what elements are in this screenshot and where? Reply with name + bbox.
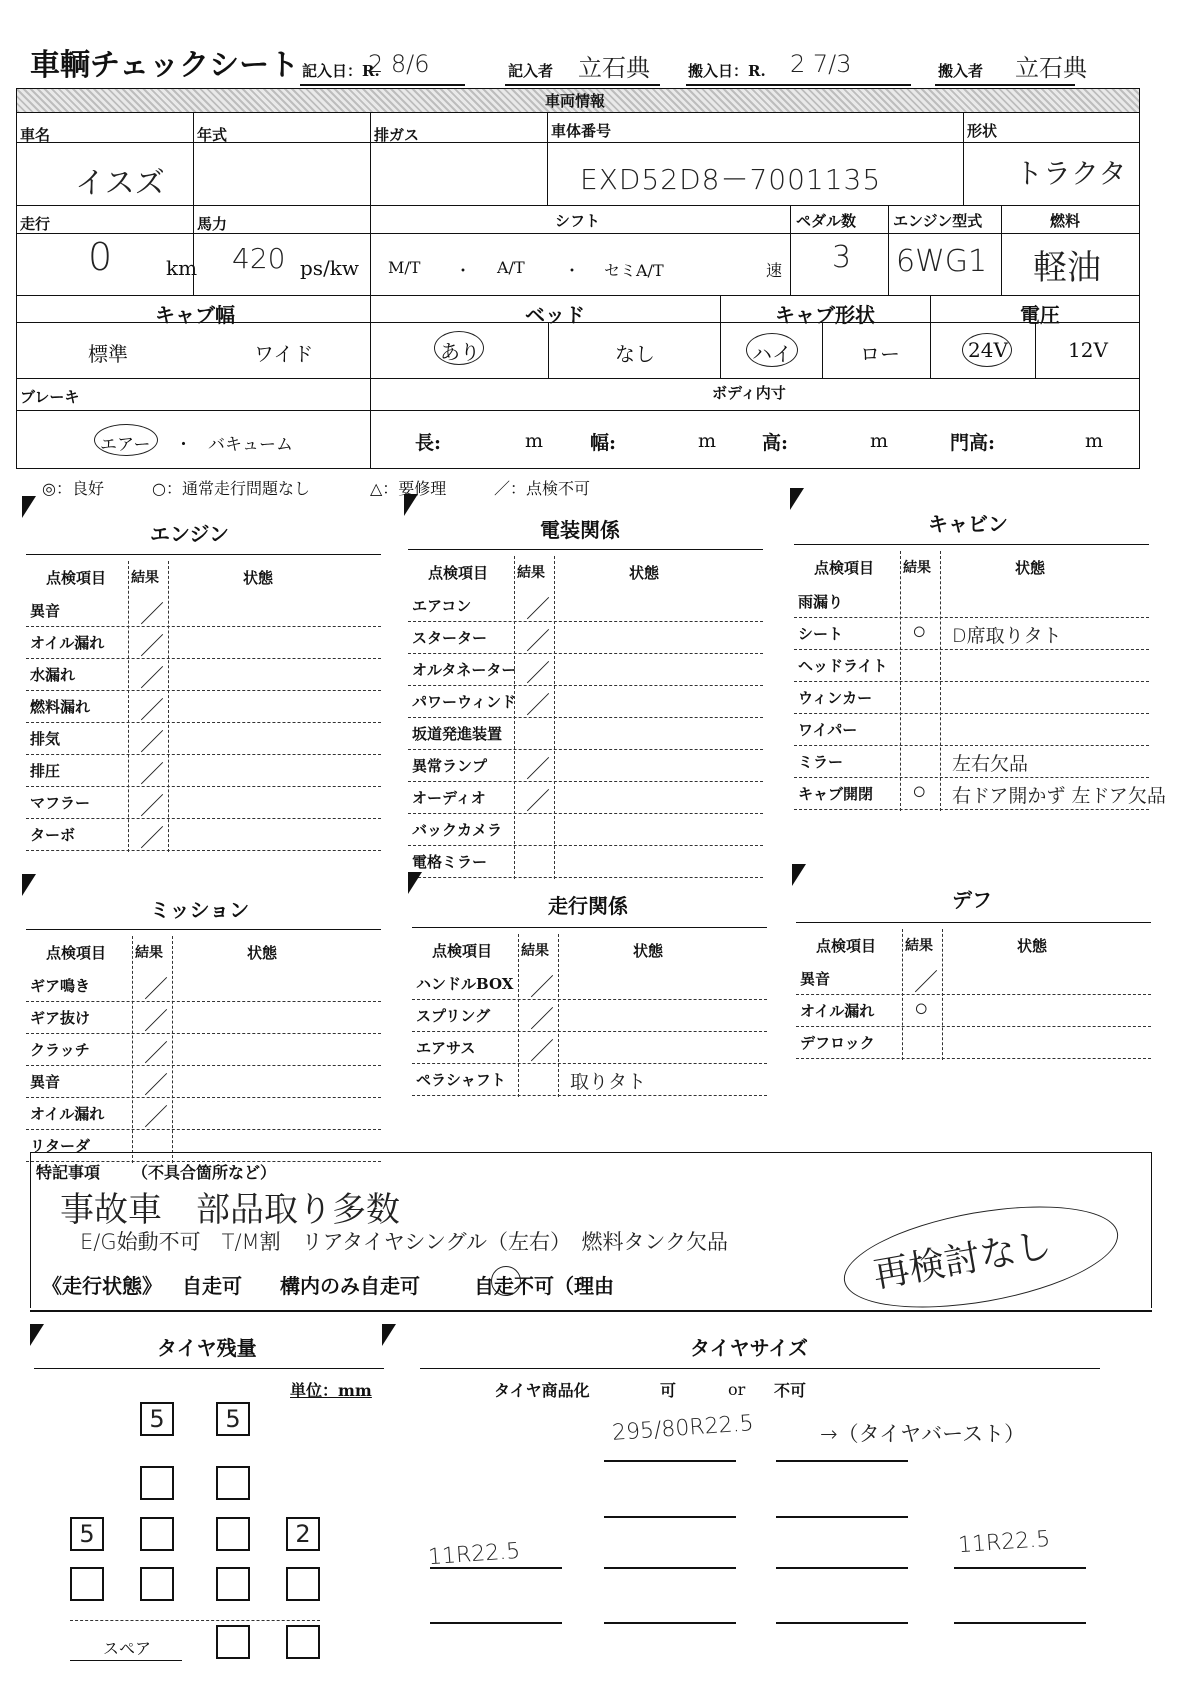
brake-label: ブレーキ <box>20 388 80 406</box>
tire-r3-inner-left <box>140 1517 174 1551</box>
shift-option-semi-at: セミA/T <box>604 261 664 280</box>
electrical-row-rule-6 <box>408 813 763 814</box>
electrical-row-rule-2 <box>408 685 763 686</box>
running-marker-icon <box>408 872 422 894</box>
mission-item-0: ギア鳴き <box>30 977 91 995</box>
legend-uninspectable: ／：点検不可 <box>494 479 591 498</box>
engine-row-rule-6 <box>26 818 381 819</box>
tire-r3-outer-left: 5 <box>70 1517 104 1551</box>
tire-size-marker-icon <box>382 1324 396 1346</box>
diff-header-item: 点検項目 <box>816 937 877 955</box>
fuel-label: 燃料 <box>1050 212 1081 230</box>
running-row-rule-1 <box>412 1031 767 1032</box>
voltage-label: 電圧 <box>1020 303 1060 327</box>
engine-col-rule-1 <box>128 561 129 852</box>
tire-size-rear-left: 11R22.5 <box>427 1538 522 1571</box>
running-item-1: スプリング <box>416 1007 491 1025</box>
mission-header-state: 状態 <box>247 944 278 962</box>
engine-row-rule-2 <box>26 690 381 691</box>
running-item-3: ペラシャフト <box>416 1071 506 1089</box>
diff-item-0: 異音 <box>800 970 831 988</box>
remarks-stamp: 再検討なし <box>870 1224 1055 1297</box>
diff-row-rule-0 <box>796 994 1151 995</box>
entry-date-value: 2 8/6 <box>368 50 430 78</box>
shift-option-at: A/T <box>497 258 525 277</box>
body-height-label: 高: <box>762 432 789 454</box>
running-state-3: 取りタト <box>570 1071 647 1093</box>
diff-title: デフ <box>952 888 992 912</box>
entered-by-label: 記入者 <box>508 62 554 80</box>
cabin-header-result: 結果 <box>903 560 931 576</box>
running-row-rule-0 <box>412 999 767 1000</box>
tire-r3-outer-right: 2 <box>286 1517 320 1551</box>
cab-shape-high-circle <box>746 333 798 367</box>
running-status-no-circle <box>491 1266 521 1296</box>
mileage-value: 0 <box>88 235 113 279</box>
mission-row-rule-3 <box>26 1097 381 1098</box>
engine-row-rule-3 <box>26 722 381 723</box>
electrical-item-7: バックカメラ <box>412 821 503 839</box>
engine-result-5: ／ <box>140 760 164 788</box>
running-title-rule <box>412 927 767 928</box>
bed-yes: あり <box>440 340 480 364</box>
bed-yes-circle <box>434 331 484 365</box>
tire-commercial-label: タイヤ商品化 <box>494 1381 590 1400</box>
brake-vacuum: バキューム <box>208 435 293 455</box>
cabin-state-1: D席取りタト <box>952 625 1062 647</box>
electrical-item-6: オーディオ <box>412 789 486 807</box>
electrical-result-2: ／ <box>526 659 550 687</box>
cabin-item-3: ウィンカー <box>798 689 873 707</box>
carried-by-value: 立石典 <box>1015 54 1087 82</box>
electrical-header-item: 点検項目 <box>428 564 489 582</box>
body-inner-label: ボディ内寸 <box>712 384 786 402</box>
electrical-item-2: オルタネーター <box>412 661 517 679</box>
electrical-row-rule-1 <box>408 653 763 654</box>
diff-result-0: ／ <box>914 968 938 996</box>
engine-row-rule-5 <box>26 786 381 787</box>
engine-title: エンジン <box>150 522 229 546</box>
cab-width-wide: ワイド <box>254 342 314 366</box>
engine-header-item: 点検項目 <box>46 569 107 587</box>
tire-r1-right: 5 <box>216 1402 250 1436</box>
engine-marker-icon <box>22 496 36 518</box>
cabin-title-rule <box>794 544 1149 545</box>
electrical-item-5: 異常ランプ <box>412 757 488 775</box>
pedals-label: ペダル数 <box>796 212 857 230</box>
running-col-rule-2 <box>558 934 559 1097</box>
cabin-item-2: ヘッドライト <box>798 657 888 675</box>
electrical-result-0: ／ <box>526 595 550 623</box>
mission-result-4: ／ <box>144 1103 168 1131</box>
voltage-12v: 12V <box>1068 338 1108 362</box>
running-status-self: 自走可 <box>182 1274 242 1298</box>
running-item-0: ハンドルBOX <box>416 975 514 993</box>
mission-result-0: ／ <box>144 975 168 1003</box>
cabin-row-rule-3 <box>794 713 1149 714</box>
carried-by-underline <box>935 84 1075 86</box>
engine-result-7: ／ <box>140 824 164 852</box>
mileage-label: 走行 <box>20 215 51 233</box>
running-header-result: 結果 <box>521 943 549 959</box>
legend-ok: ○：通常走行問題なし <box>152 479 310 498</box>
year-label: 年式 <box>197 126 228 144</box>
mission-row-rule-0 <box>26 1001 381 1002</box>
mission-result-2: ／ <box>144 1039 168 1067</box>
tire-commercial-ng: 不可 <box>774 1381 807 1400</box>
tire-r4-inner-left <box>140 1567 174 1601</box>
electrical-item-1: スターター <box>412 629 488 647</box>
electrical-result-6: ／ <box>526 787 550 815</box>
engine-row-rule-0 <box>26 626 381 627</box>
spare-label: スペア <box>103 1639 152 1658</box>
voltage-24v: 24V <box>968 338 1008 362</box>
vehicle-info-title: 車両情報 <box>545 92 606 110</box>
running-result-0: ／ <box>530 973 554 1001</box>
page-title: 車輌チェックシート <box>30 48 300 83</box>
mission-item-5: リターダ <box>30 1137 91 1155</box>
cabin-row-rule-2 <box>794 681 1149 682</box>
cabin-item-4: ワイパー <box>798 721 858 739</box>
electrical-row-rule-3 <box>408 717 763 718</box>
chassis-label: 車体番号 <box>551 122 612 140</box>
diff-title-rule <box>796 922 1151 923</box>
cabin-item-5: ミラー <box>798 753 844 771</box>
cab-shape-label: キャブ形状 <box>775 303 875 327</box>
electrical-item-0: エアコン <box>412 597 472 615</box>
tire-size-rear-right: 11R22.5 <box>957 1526 1052 1559</box>
engine-row-rule-1 <box>26 658 381 659</box>
engine-item-4: 排気 <box>30 730 61 748</box>
mission-result-3: ／ <box>144 1071 168 1099</box>
engine-item-3: 燃料漏れ <box>30 698 91 716</box>
diff-row-rule-2 <box>796 1058 1151 1059</box>
running-header-state: 状態 <box>633 942 664 960</box>
mission-marker-icon <box>22 874 36 896</box>
engine-model-value: 6WG1 <box>896 244 988 279</box>
cabin-row-rule-6 <box>794 809 1149 810</box>
cab-width-standard: 標準 <box>88 342 128 366</box>
running-status-no: 自走不可（理由 <box>474 1274 614 1298</box>
electrical-row-rule-5 <box>408 781 763 782</box>
tire-spare-right <box>286 1625 320 1659</box>
remarks-label-note: （不具合箇所など） <box>132 1163 277 1182</box>
cabin-item-6: キャブ開閉 <box>798 785 874 803</box>
legend-good: ◎：良好 <box>42 479 104 498</box>
cabin-item-0: 雨漏り <box>798 593 844 611</box>
engine-row-rule-4 <box>26 754 381 755</box>
engine-result-6: ／ <box>140 792 164 820</box>
mission-title-rule <box>26 929 381 930</box>
mission-title: ミッション <box>150 898 250 922</box>
cabin-row-rule-4 <box>794 745 1149 746</box>
body-width-label: 幅: <box>590 432 617 454</box>
running-header-item: 点検項目 <box>432 942 493 960</box>
entry-date-underline <box>300 84 465 86</box>
tire-r2-right <box>216 1466 250 1500</box>
legend-repair: △：要修理 <box>370 479 447 498</box>
body-gate-height-label: 門高: <box>950 432 996 454</box>
voltage-24v-circle <box>962 333 1012 367</box>
mission-row-rule-4 <box>26 1129 381 1130</box>
cab-shape-high: ハイ <box>752 342 792 366</box>
pedals-value: 3 <box>832 240 852 275</box>
running-row-rule-3 <box>412 1095 767 1096</box>
running-result-1: ／ <box>530 1005 554 1033</box>
engine-item-5: 排圧 <box>30 762 61 780</box>
electrical-item-3: パワーウィンド <box>412 693 517 711</box>
tire-size-front: 295/80R22.5 <box>611 1411 755 1446</box>
tire-spare-left <box>216 1625 250 1659</box>
carry-in-date-underline <box>686 84 911 86</box>
tire-remaining-unit: 単位：mm <box>290 1381 372 1400</box>
engine-col-rule-2 <box>168 561 169 852</box>
tire-r1-left: 5 <box>140 1402 174 1436</box>
tire-r4-inner-right <box>216 1567 250 1601</box>
electrical-title-rule <box>408 549 763 550</box>
body-width-unit: m <box>698 430 717 452</box>
brake-air: エアー <box>100 435 151 455</box>
cabin-state-5: 左右欠品 <box>952 753 1029 775</box>
carry-in-date-label: 搬入日：R. <box>688 62 766 80</box>
mission-row-rule-1 <box>26 1033 381 1034</box>
electrical-row-rule-8 <box>408 877 763 878</box>
remarks-label: 特記事項 <box>36 1163 101 1182</box>
diff-item-1: オイル漏れ <box>800 1002 875 1020</box>
cab-width-label: キャブ幅 <box>155 303 235 327</box>
speed-label: 速 <box>766 261 783 280</box>
running-title: 走行関係 <box>548 894 628 918</box>
horsepower-unit: ps/kw <box>300 256 360 280</box>
electrical-header-state: 状態 <box>629 564 660 582</box>
tire-r2-left <box>140 1466 174 1500</box>
engine-result-2: ／ <box>140 664 164 692</box>
cabin-row-rule-1 <box>794 649 1149 650</box>
mission-item-1: ギア抜け <box>30 1009 91 1027</box>
body-length-label: 長: <box>415 432 442 454</box>
electrical-header-result: 結果 <box>517 565 545 581</box>
diff-header-result: 結果 <box>905 938 933 954</box>
engine-result-0: ／ <box>140 600 164 628</box>
running-status-label: 《走行状態》 <box>42 1274 162 1298</box>
entered-by-underline <box>505 84 660 86</box>
entered-by-value: 立石典 <box>578 54 650 82</box>
engine-header-state: 状態 <box>243 569 274 587</box>
cabin-marker-icon <box>790 488 804 510</box>
running-status-yard: 構内のみ自走可 <box>280 1274 420 1298</box>
mission-item-3: 異音 <box>30 1073 61 1091</box>
cab-shape-low: ロー <box>860 342 900 366</box>
shift-sep-2: ・ <box>564 261 581 280</box>
engine-result-3: ／ <box>140 696 164 724</box>
cabin-header-item: 点検項目 <box>814 559 875 577</box>
mission-row-rule-2 <box>26 1065 381 1066</box>
fuel-value: 軽油 <box>1033 248 1101 288</box>
body-height-unit: m <box>870 430 889 452</box>
tire-remaining-marker-icon <box>30 1324 44 1346</box>
chassis-value: EXD52D8－7001135 <box>580 163 882 196</box>
electrical-row-rule-0 <box>408 621 763 622</box>
carried-by-label: 搬入者 <box>938 62 984 80</box>
engine-item-0: 異音 <box>30 602 61 620</box>
engine-item-6: マフラー <box>30 794 91 812</box>
carry-in-date-value: 2 7/3 <box>790 50 852 78</box>
running-result-2: ／ <box>530 1037 554 1065</box>
entry-date-label: 記入日：R. <box>302 62 380 80</box>
diff-header-state: 状態 <box>1017 937 1048 955</box>
electrical-row-rule-7 <box>408 845 763 846</box>
tire-size-front-note: →（タイヤバースト） <box>820 1422 1026 1446</box>
engine-result-1: ／ <box>140 632 164 660</box>
tire-commercial-or: or <box>728 1380 746 1399</box>
shape-value: トラクタ <box>1015 157 1127 190</box>
bed-label: ベッド <box>525 303 585 327</box>
running-row-rule-2 <box>412 1063 767 1064</box>
brake-sep: ・ <box>175 435 192 455</box>
horsepower-label: 馬力 <box>197 215 228 233</box>
running-col-rule-1 <box>518 934 519 1097</box>
diff-item-2: デフロック <box>800 1034 875 1052</box>
cabin-result-6: ○ <box>912 777 927 805</box>
electrical-marker-icon <box>404 494 418 516</box>
cabin-row-rule-0 <box>794 617 1149 618</box>
cabin-row-rule-5 <box>794 777 1149 778</box>
horsepower-value: 420 <box>232 242 286 275</box>
diff-marker-icon <box>792 864 806 886</box>
cabin-state-6: 右ドア開かず 左ドア欠品 <box>952 785 1166 807</box>
electrical-item-4: 坂道発進装置 <box>412 725 503 743</box>
body-gate-height-unit: m <box>1085 430 1104 452</box>
tire-r3-inner-right <box>216 1517 250 1551</box>
engine-item-7: ターボ <box>30 826 76 844</box>
mission-result-1: ／ <box>144 1007 168 1035</box>
body-length-unit: m <box>525 430 544 452</box>
mission-item-4: オイル漏れ <box>30 1105 105 1123</box>
shape-label: 形状 <box>967 122 998 140</box>
tire-r4-outer-left <box>70 1567 104 1601</box>
remarks-line-1: 事故車 部品取り多数 <box>60 1190 400 1230</box>
brake-air-circle <box>94 424 158 456</box>
engine-item-2: 水漏れ <box>30 666 76 684</box>
electrical-result-1: ／ <box>526 627 550 655</box>
shift-sep-1: ・ <box>455 261 472 280</box>
mileage-unit: km <box>166 256 198 280</box>
engine-result-4: ／ <box>140 728 164 756</box>
tire-commercial-ok: 可 <box>660 1381 677 1400</box>
bed-no: なし <box>615 342 655 366</box>
make-value: イスズ <box>75 166 165 201</box>
tire-size-title: タイヤサイズ <box>690 1336 808 1360</box>
make-label: 車名 <box>20 126 51 144</box>
engine-row-rule-7 <box>26 850 381 851</box>
shift-label: シフト <box>555 212 601 230</box>
running-item-2: エアサス <box>416 1039 476 1057</box>
electrical-title: 電装関係 <box>540 518 620 542</box>
engine-item-1: オイル漏れ <box>30 634 105 652</box>
cabin-title: キャビン <box>928 512 1008 536</box>
engine-header-result: 結果 <box>131 570 159 586</box>
cabin-item-1: シート <box>798 625 844 643</box>
tire-remaining-title: タイヤ残量 <box>157 1336 257 1360</box>
engine-model-label: エンジン型式 <box>893 212 983 230</box>
mission-header-result: 結果 <box>135 945 163 961</box>
cabin-result-1: ○ <box>912 617 927 645</box>
electrical-result-3: ／ <box>526 691 550 719</box>
engine-title-rule <box>26 554 381 555</box>
mission-header-item: 点検項目 <box>46 944 107 962</box>
diff-result-1: ○ <box>914 994 929 1022</box>
electrical-result-5: ／ <box>526 755 550 783</box>
remarks-line-2: E/G始動不可 T/M割 リアタイヤシングル（左右） 燃料タンク欠品 <box>80 1230 729 1254</box>
diff-row-rule-1 <box>796 1026 1151 1027</box>
shift-option-mt: M/T <box>388 258 421 277</box>
mission-item-2: クラッチ <box>30 1041 90 1059</box>
electrical-row-rule-4 <box>408 749 763 750</box>
electrical-item-8: 電格ミラー <box>412 853 488 871</box>
emission-label: 排ガス <box>374 126 420 144</box>
cabin-header-state: 状態 <box>1015 559 1046 577</box>
tire-r4-outer-right <box>286 1567 320 1601</box>
